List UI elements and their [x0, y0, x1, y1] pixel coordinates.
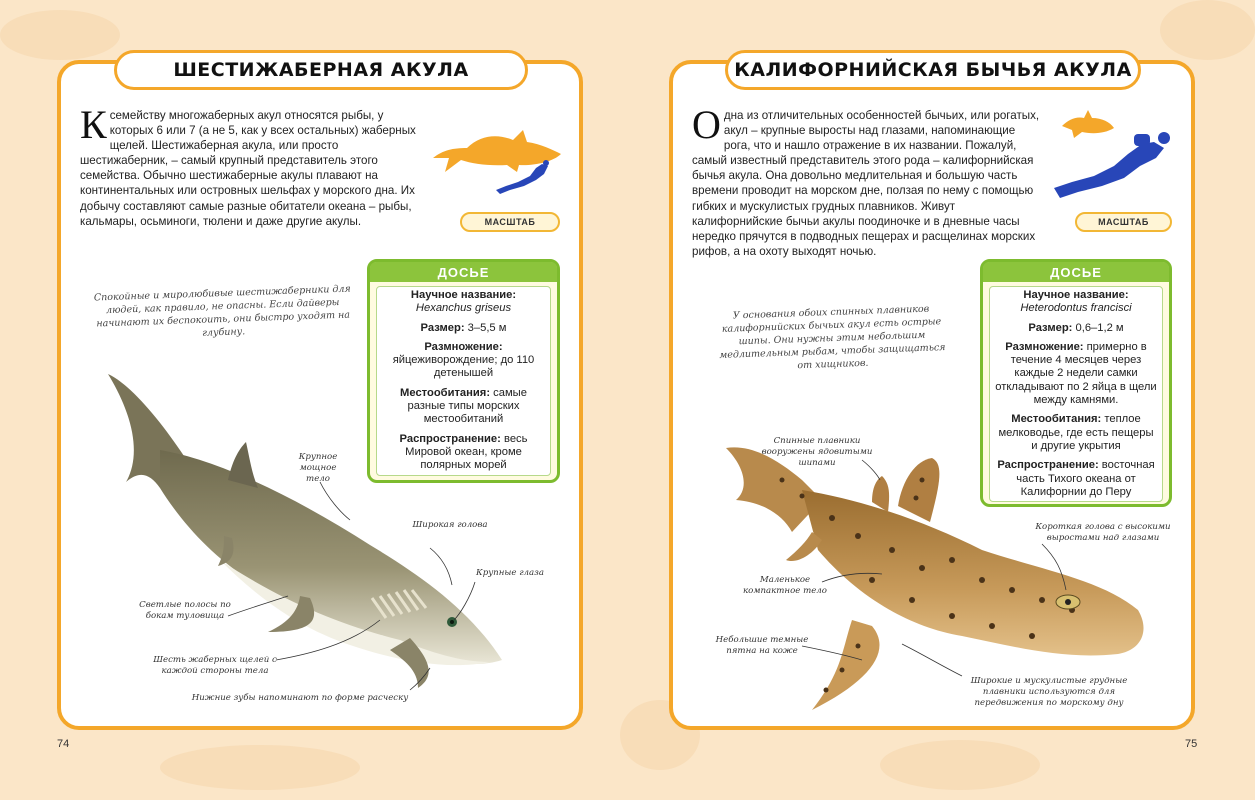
dossier-header: ДОСЬЕ — [370, 262, 557, 282]
size-value: 0,6–1,2 м — [1072, 321, 1124, 334]
dossier-header: ДОСЬЕ — [983, 262, 1169, 282]
background-shape — [1160, 0, 1255, 60]
drop-cap: О — [692, 102, 721, 147]
habitat-value: теплое мелководье, где есть пещеры и другие укрытия — [998, 413, 1154, 452]
sci-name-label: Научное название: — [410, 289, 517, 301]
background-shape — [160, 745, 360, 790]
range-label: Распространение: — [399, 432, 501, 445]
habitat-label: Местообитания: — [1011, 413, 1102, 426]
label-spots: Небольшие темные пятна на коже — [715, 635, 809, 656]
label-gills: Шесть жаберных щелей с каждой стороны тела — [153, 655, 277, 676]
reproduction-value: примерно в течение 4 месяцев через каждые 2 недели самки откладывают по 2 яйца в щели между камнями. — [995, 340, 1157, 407]
page-title: ШЕСТИЖАБЕРНАЯ АКУЛА — [114, 50, 528, 90]
label-head: Широкая голова — [412, 520, 488, 530]
size-label: Размер: — [420, 321, 465, 334]
page-number: 75 — [1185, 738, 1198, 750]
size-label: Размер: — [1028, 321, 1073, 334]
intro-body: семейству многожаберных акул относятся рыбы, у которых 6 или 7 (а не 5, как у всех остальных) жаберных щелей. Шестижаберная акула, или просто шестижаберник, – самый крупный представитель этого семейства. Обычно шестижаберные акулы плавают на континентальных или островных шельфах у морского дна. Их добычу составляют самые разные обитатели океана – рыбы, кальмары, осьминоги, тюлени и даже другие акулы. — [80, 109, 416, 228]
label-eyes: Крупные глаза — [476, 568, 544, 578]
label-head: Короткая голова с высокими выростами над глазами — [1035, 522, 1171, 543]
diver-silhouette-icon — [1054, 126, 1174, 198]
drop-cap: К — [80, 102, 107, 147]
background-shape — [0, 10, 120, 60]
label-fins: Широкие и мускулистые грудные плавники используются для передвижения по морскому дну — [970, 676, 1128, 708]
intro-text — [692, 102, 1040, 259]
label-teeth: Нижние зубы напоминают по форме расческу — [191, 693, 409, 703]
sci-name-label: Научное название: — [1023, 289, 1129, 301]
handwritten-note: У основания обоих спинных плавников калифорнийских бычьих акул есть острые шипы. Они нужны этим небольшим медлительным рыбам, чтобы защищаться от хищников. — [719, 303, 946, 372]
scale-button[interactable]: МАСШТАБ — [460, 212, 560, 232]
label-body: Маленькое компактное тело — [743, 575, 827, 596]
label-body: Крупное мощное тело — [298, 452, 338, 484]
reproduction-label: Размножение: — [1005, 340, 1084, 353]
reproduction-value: яйцеживорождение; до 110 детенышей — [392, 354, 535, 380]
intro-body: дна из отличительных особенностей бычьих, или рогатых, акул – крупные выросты над глазами, напоминающие рога, что и нашло отражение в их названии. Пожалуй, самый известный представитель этого рода – калифорнийская бычья акула. Она довольно медлительная и большую часть времени проводит на морском дне, ползая по нему с помощью гибких и мускулистых грудных плавников. Живут калифорнийские бычьи акулы поодиночке и в дневные часы нередко прячутся в подводных пещерах и расщелинах морских рифов, а на охоту выходят ночью. — [692, 109, 1040, 258]
diver-silhouette-icon — [496, 160, 552, 194]
habitat-value: самые разные типы морских местообитаний — [407, 386, 527, 426]
sci-name-value: Heterodontus francisci — [1020, 302, 1132, 315]
label-stripes: Светлые полосы по бокам туловища — [139, 600, 231, 621]
intro-text — [80, 102, 418, 229]
handwritten-note: Спокойные и миролюбивые шестижаберники для людей, как правило, не опасны. Если дайверы начинают их беспокоить, они быстро уходят на глубину. — [93, 283, 351, 339]
range-label: Распространение: — [997, 459, 1099, 472]
range-value: весь Мировой океан, кроме полярных морей — [405, 432, 528, 472]
background-shape — [880, 740, 1040, 790]
scale-button[interactable]: МАСШТАБ — [1075, 212, 1172, 232]
page-number: 74 — [57, 738, 70, 750]
range-value: восточная часть Тихого океана от Калифорнии до Перу — [1016, 459, 1155, 498]
page-title: КАЛИФОРНИЙСКАЯ БЫЧЬЯ АКУЛА — [725, 50, 1141, 90]
habitat-label: Местообитания: — [400, 386, 491, 399]
sci-name-value: Hexanchus griseus — [415, 302, 512, 315]
size-value: 3–5,5 м — [464, 321, 507, 334]
reproduction-label: Размножение: — [424, 340, 503, 353]
label-spines: Спинные плавники вооружены ядовитыми шипами — [761, 436, 873, 468]
